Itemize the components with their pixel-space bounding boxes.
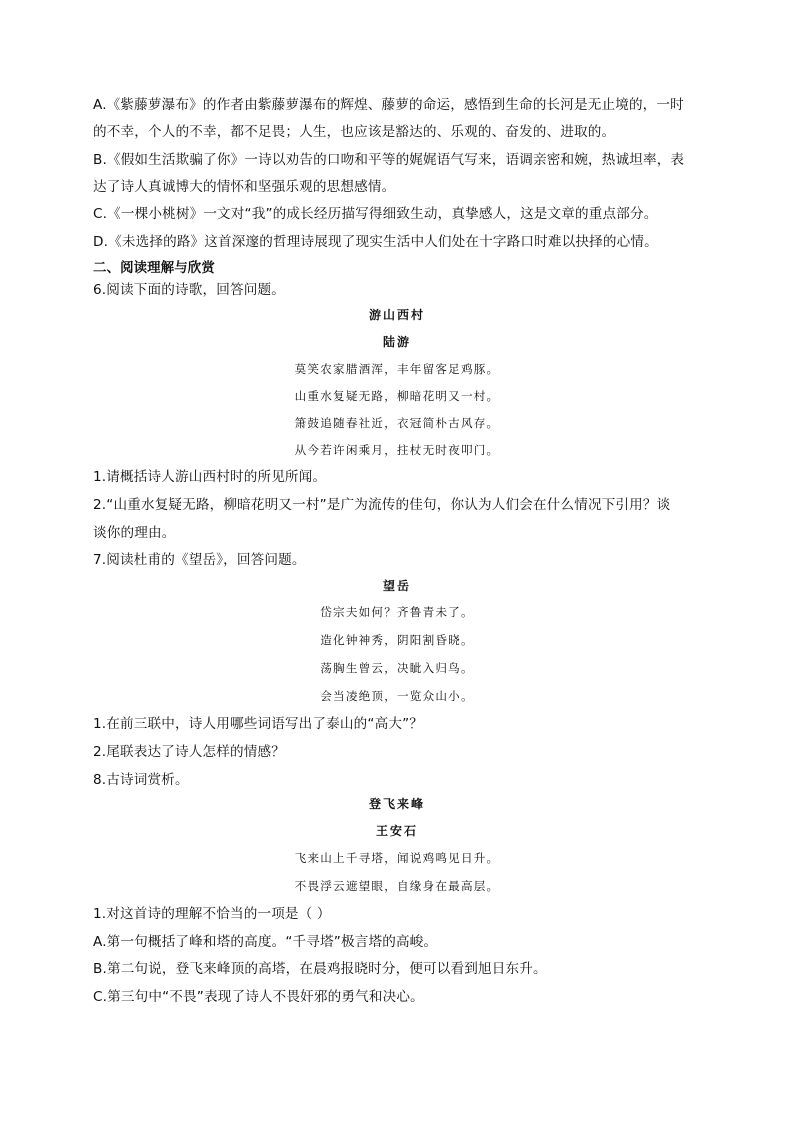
question-6-1: 1.请概括诗人游山西村时的所见所闻。 <box>93 469 327 485</box>
question-7-prompt: 7.阅读杜甫的《望岳》，回答问题。 <box>93 552 306 568</box>
option-b-line-1: B.《假如生活欺骗了你》一诗以劝告的口吻和平等的娓娓语气写来，语调亲密和婉，热诚坦率，表 <box>93 152 685 168</box>
question-8-option-a: A.第一句概括了峰和塔的高度。“千寻塔”极言塔的高峻。 <box>93 934 438 950</box>
question-6-2-line-1: 2.“山重水复疑无路，柳暗花明又一村”是广为流传的佳句，你认为人们会在什么情况下引用？谈 <box>93 497 671 513</box>
poem-3-author: 王安石 <box>375 824 418 838</box>
question-6-prompt: 6.阅读下面的诗歌，回答问题。 <box>93 282 285 298</box>
option-d: D.《未选择的路》这首深邃的哲理诗展现了现实生活中人们处在十字路口时难以抉择的心情。 <box>93 234 658 250</box>
question-8-prompt: 8.古诗词赏析。 <box>93 772 189 788</box>
question-8-option-b: B.第二句说，登飞来峰顶的高塔，在晨鸡报晓时分，便可以看到旭日东升。 <box>93 961 547 977</box>
option-a-line-1: A.《紫藤萝瀑布》的作者由紫藤萝瀑布的辉煌、藤萝的命运，感悟到生命的长河是无止境的，一时 <box>93 97 684 113</box>
poem-3-line-2: 不畏浮云遮望眼，自缘身在最高层。 <box>294 879 500 893</box>
poem-2-line-3: 荡胸生曾云，决眦入归鸟。 <box>320 661 474 675</box>
poem-1-line-4: 从今若许闲乘月，拄杖无时夜叩门。 <box>294 443 500 457</box>
poem-2-line-4: 会当凌绝顶，一览众山小。 <box>320 689 474 703</box>
poem-2-line-1: 岱宗夫如何？齐鲁青未了。 <box>320 605 474 619</box>
question-7-2: 2.尾联表达了诗人怎样的情感？ <box>93 744 285 760</box>
option-c: C.《一棵小桃树》一文对“我”的成长经历描写得细致生动，真挚感人，这是文章的重点部分。 <box>93 206 658 222</box>
poem-3-line-1: 飞来山上千寻塔，闻说鸡鸣见日升。 <box>294 851 500 865</box>
poem-1-line-2: 山重水复疑无路，柳暗花明又一村。 <box>294 389 500 403</box>
section-heading: 二、阅读理解与欣赏 <box>93 261 215 276</box>
poem-2-title: 望岳 <box>382 579 411 593</box>
option-a-line-2: 的不幸，个人的不幸，都不足畏；人生，也应该是豁达的、乐观的、奋发的、进取的。 <box>93 124 616 140</box>
poem-3-title: 登飞来峰 <box>368 797 425 811</box>
question-8-option-c: C.第三句中“不畏”表现了诗人不畏奸邪的勇气和决心。 <box>93 989 424 1005</box>
poem-1-author: 陆游 <box>382 335 411 349</box>
question-6-2-line-2: 谈你的理由。 <box>93 525 176 541</box>
poem-1-title: 游山西村 <box>368 308 425 322</box>
question-7-1: 1.在前三联中，诗人用哪些词语写出了泰山的“高大”？ <box>93 716 424 732</box>
question-8-1: 1.对这首诗的理解不恰当的一项是（ ） <box>93 906 331 922</box>
poem-1-line-1: 莫笑农家腊酒浑，丰年留客足鸡豚。 <box>294 362 500 376</box>
option-b-line-2: 达了诗人真诚博大的情怀和坚强乐观的思想感情。 <box>93 179 396 195</box>
poem-2-line-2: 造化钟神秀，阴阳割昏晓。 <box>320 633 474 647</box>
poem-1-line-3: 箫鼓追随春社近，衣冠简朴古风存。 <box>294 416 500 430</box>
